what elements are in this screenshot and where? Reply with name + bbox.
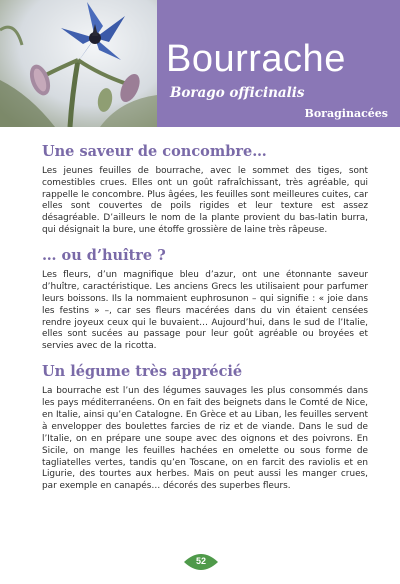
borage-flower-photo: [0, 0, 157, 127]
page-number: 52: [195, 556, 206, 566]
section-vegetable: [42, 364, 368, 493]
latin-name: Borago officinalis: [170, 85, 305, 101]
plant-family: Boraginacées: [304, 107, 388, 120]
page-title: Bourrache: [166, 38, 346, 80]
page-header: [0, 0, 400, 127]
section-heading: Une saveur de concombre…: [42, 143, 267, 160]
section-heading: … ou d’huître ?: [42, 247, 166, 265]
section-text: Les fleurs, d’un magnifique bleu d’azur, ont une étonnante saveur d’huître, caractéristique. Les anciens Grecs les utilisaient pour parfumer leurs boissons. Ils la nommaient euphrosunon – qui signifie : « joie dans les festins » –, car ses fleurs macérées dans du vin étaient censées rendre joyeux ceux qui le buvaient… Aujourd’hui, dans le sud de l’Italie, elles sont sucées au passage pour leur goût agréable ou broyées et servies avec de la ricotta.: [42, 269, 368, 352]
article-body: [42, 144, 368, 504]
section-oyster: [42, 248, 368, 353]
section-heading: Un légume très apprécié: [42, 363, 243, 381]
section-text: Les jeunes feuilles de bourrache, avec le sommet des tiges, sont comestibles crues. Elles ont un goût rafraîchissant, très agréable, qui rappelle le concombre. Plus âgées, les feuilles sont meilleures cuites, car elles sont couvertes de poils rigides et leur texture est assez désagréable. D’ailleurs le nom de la plante provient du bas-latin burra, qui désignait la bure, une étoffe grossière de laine très râpeuse.: [42, 165, 368, 236]
flower-illustration: [0, 0, 157, 127]
section-text: La bourrache est l’un des légumes sauvages les plus consommés dans les pays méditerranéens. On en fait des beignets dans le Comté de Nice, en Italie, ainsi qu’en Catalogne. En Grèce et au Liban, les feuilles servent à envelopper des boulettes farcies de riz et de viande. Dans le sud de l’Italie, on en prépare une soupe avec des oignons et des poivrons. En Sicile, on mange les feuilles hachées en omelette ou sous forme de tagliatelles vertes, tandis qu’en Toscane, on en farcit des raviolis et en Ligurie, des tourtes aux herbes. Mais on peut aussi les manger crues, par exemple en canapés… décorés des superbes fleurs.: [42, 386, 368, 492]
section-cucumber: [42, 144, 368, 237]
